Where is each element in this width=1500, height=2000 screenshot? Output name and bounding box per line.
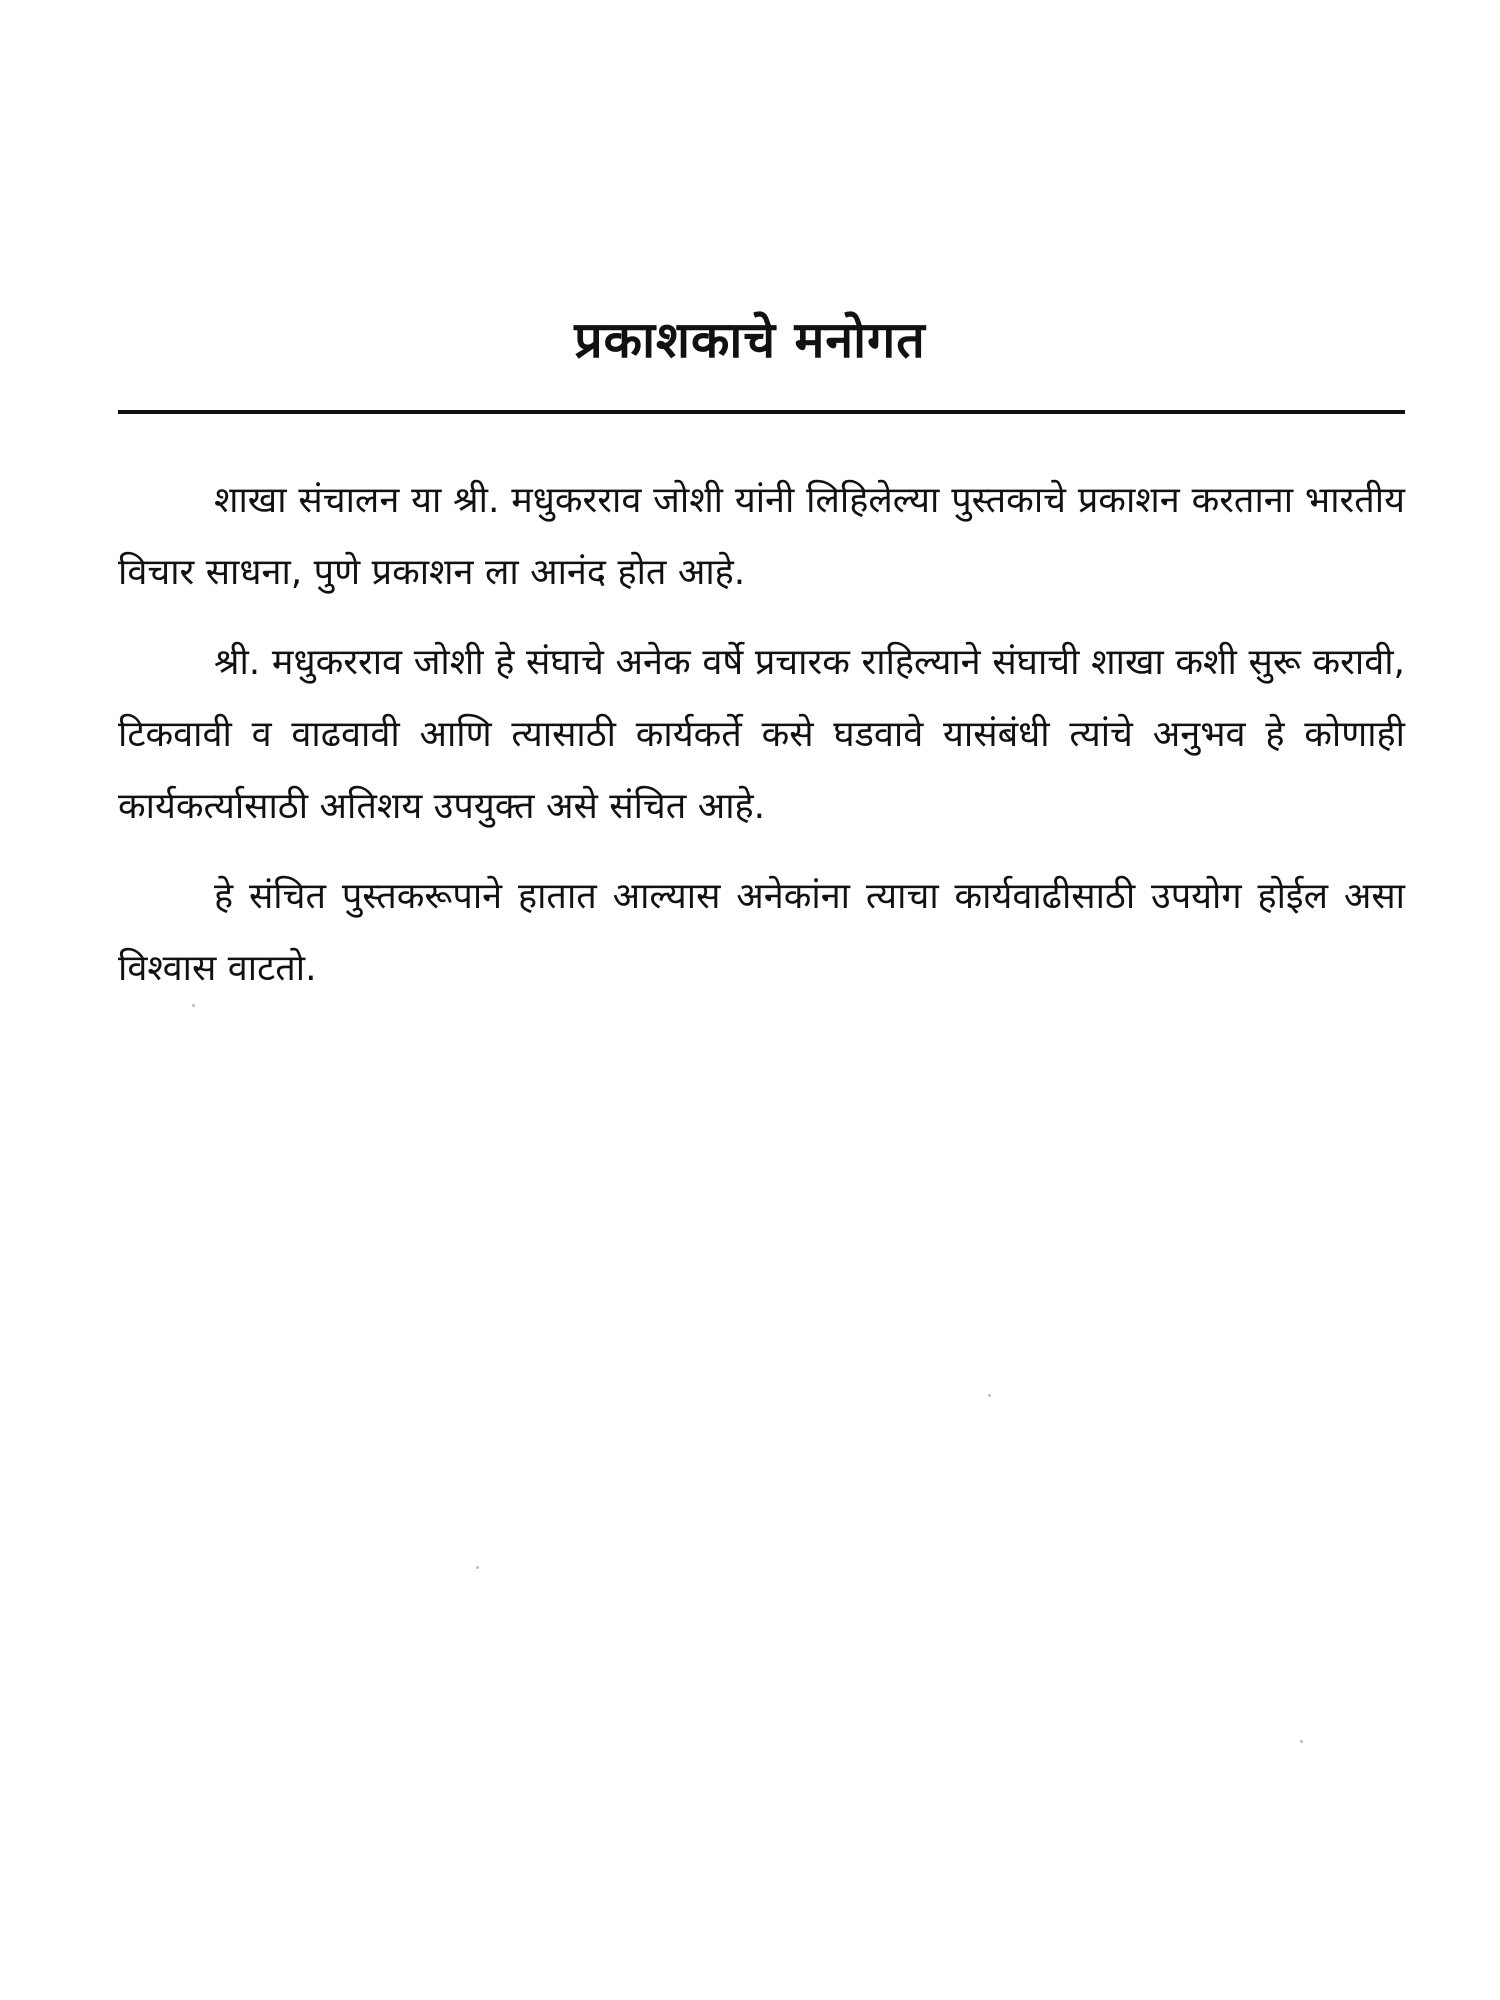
paper-speck (988, 1394, 991, 1397)
paragraph-3: हे संचित पुस्तकरूपाने हातात आल्यास अनेकांना त्याचा कार्यवाढीसाठी उपयोग होईल असा विश्वास वाटतो. (118, 876, 1405, 989)
paper-speck (1300, 1740, 1303, 1743)
title-divider (118, 410, 1405, 414)
page-title: प्रकाशकाचे मनोगत (574, 311, 926, 369)
paragraph-1: शाखा संचालन या श्री. मधुकरराव जोशी यांनी लिहिलेल्या पुस्तकाचे प्रकाशन करताना भारतीय विचार साधना, पुणे प्रकाशन ला आनंद होत आहे. (118, 480, 1405, 593)
paper-speck (192, 1004, 195, 1007)
paragraph-2: श्री. मधुकरराव जोशी हे संघाचे अनेक वर्षे प्रचारक राहिल्याने संघाची शाखा कशी सुरू करावी, टिकवावी व वाढवावी आणि त्यासाठी कार्यकर्ते कसे घडवावे यासंबंधी त्यांचे अनुभव हे कोणाही कार्यकर्त्यासाठी अतिशय उपयुक्त असे संचित आहे. (118, 642, 1405, 827)
document-body (118, 465, 1405, 1023)
paper-speck (476, 1566, 479, 1569)
